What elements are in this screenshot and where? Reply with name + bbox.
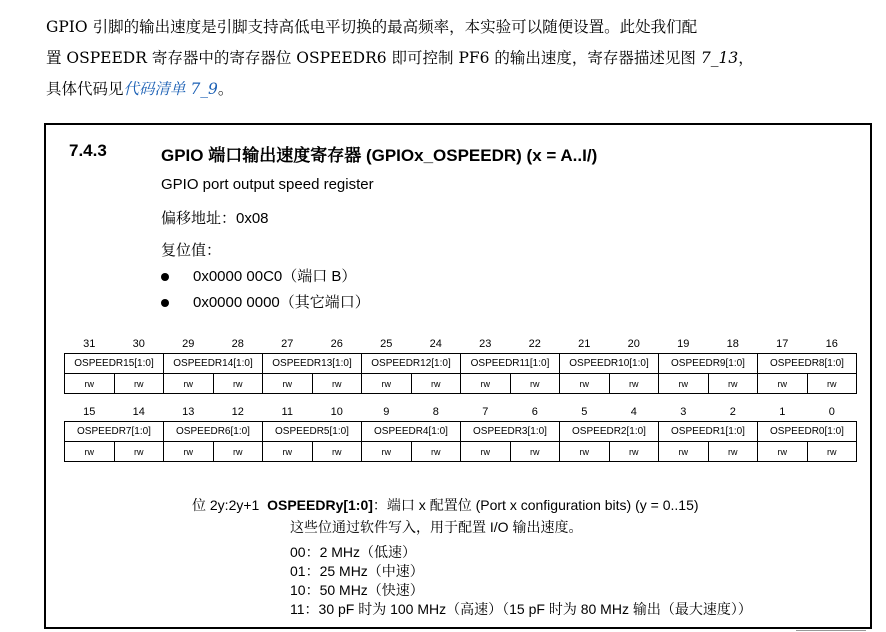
bit-number: 8 xyxy=(432,406,439,418)
bit-number: 27 xyxy=(281,338,294,350)
register-title: GPIO 端口输出速度寄存器 (GPIOx_OSPEEDR) (x = A..I/) xyxy=(161,146,598,165)
access-type: rw xyxy=(609,374,659,394)
speed-option: 01：25 MHz（中速） xyxy=(290,563,424,579)
register-field: OSPEEDR14[1:0] xyxy=(164,354,263,374)
register-field: OSPEEDR4[1:0] xyxy=(362,422,461,442)
access-type: rw xyxy=(708,374,758,394)
access-type: rw xyxy=(164,442,214,462)
access-type: rw xyxy=(263,442,313,462)
intro-line-3-text: 具体代码见 xyxy=(46,80,124,98)
access-type: rw xyxy=(65,374,115,394)
register-subtitle: GPIO port output speed register xyxy=(161,176,374,193)
offset-address: 偏移地址：0x08 xyxy=(161,210,269,227)
intro-line-3 xyxy=(46,74,876,105)
bit-number: 0 xyxy=(828,406,835,418)
description-header xyxy=(192,495,699,515)
register-field: OSPEEDR11[1:0] xyxy=(461,354,560,374)
bit-number: 25 xyxy=(380,338,393,350)
register-table-low xyxy=(64,403,857,462)
register-figure xyxy=(44,123,872,629)
access-type: rw xyxy=(461,442,511,462)
bit-number-row xyxy=(65,403,857,422)
field-description: ：端口 x 配置位 (Port x configuration bits) (y = 0..15) xyxy=(372,497,699,513)
bit-number: 7 xyxy=(482,406,489,418)
reset-value-item xyxy=(161,265,356,286)
figure-ref: 7_13 xyxy=(700,49,739,67)
access-type: rw xyxy=(312,442,362,462)
bit-number: 16 xyxy=(825,338,838,350)
intro-line-1: GPIO 引脚的输出速度是引脚支持高低电平切换的最高频率，本实验可以随便设置。此处我们配 xyxy=(46,18,698,36)
register-field: OSPEEDR10[1:0] xyxy=(560,354,659,374)
bit-number: 19 xyxy=(677,338,690,350)
access-row xyxy=(65,374,857,394)
access-type: rw xyxy=(807,374,857,394)
access-type: rw xyxy=(263,374,313,394)
register-field: OSPEEDR13[1:0] xyxy=(263,354,362,374)
access-type: rw xyxy=(659,374,709,394)
register-field: OSPEEDR6[1:0] xyxy=(164,422,263,442)
page-edge-divider xyxy=(796,630,866,631)
bit-number: 10 xyxy=(330,406,343,418)
access-type: rw xyxy=(362,374,412,394)
bit-number: 26 xyxy=(330,338,343,350)
section-number: 7.4.3 xyxy=(69,141,107,160)
reset-value-text: 0x0000 0000（其它端口） xyxy=(193,294,370,311)
reset-value-text: 0x0000 00C0（端口 B） xyxy=(193,268,357,285)
access-type: rw xyxy=(560,374,610,394)
bit-number: 5 xyxy=(581,406,588,418)
intro-paragraph xyxy=(46,12,876,105)
access-row xyxy=(65,442,857,462)
bit-number: 13 xyxy=(182,406,195,418)
access-type: rw xyxy=(312,374,362,394)
register-field: OSPEEDR15[1:0] xyxy=(65,354,164,374)
bit-number: 22 xyxy=(528,338,541,350)
access-type: rw xyxy=(411,374,461,394)
bit-number-row xyxy=(65,335,857,354)
bit-number: 14 xyxy=(132,406,145,418)
bit-number: 18 xyxy=(726,338,739,350)
access-type: rw xyxy=(609,442,659,462)
description-line: 这些位通过软件写入，用于配置 I/O 输出速度。 xyxy=(290,519,583,535)
access-type: rw xyxy=(213,442,263,462)
access-type: rw xyxy=(510,442,560,462)
access-type: rw xyxy=(213,374,263,394)
bit-range: 位 2y:2y+1 xyxy=(192,497,260,513)
bit-number: 29 xyxy=(182,338,195,350)
bit-number: 31 xyxy=(83,338,96,350)
bit-number: 11 xyxy=(281,406,293,418)
bit-number: 23 xyxy=(479,338,492,350)
register-field: OSPEEDR12[1:0] xyxy=(362,354,461,374)
register-field: OSPEEDR2[1:0] xyxy=(560,422,659,442)
bit-number: 17 xyxy=(776,338,789,350)
access-type: rw xyxy=(708,442,758,462)
reset-value-label: 复位值： xyxy=(161,242,222,259)
access-type: rw xyxy=(560,442,610,462)
bit-number: 12 xyxy=(231,406,244,418)
bit-number: 28 xyxy=(231,338,244,350)
access-type: rw xyxy=(362,442,412,462)
register-field: OSPEEDR0[1:0] xyxy=(758,422,857,442)
access-type: rw xyxy=(65,442,115,462)
field-name: OSPEEDRy[1:0] xyxy=(267,497,373,513)
bit-number: 24 xyxy=(429,338,442,350)
access-type: rw xyxy=(114,442,164,462)
speed-option: 10：50 MHz（快速） xyxy=(290,582,424,598)
register-field: OSPEEDR7[1:0] xyxy=(65,422,164,442)
bit-number: 15 xyxy=(83,406,96,418)
register-table-high xyxy=(64,335,857,394)
intro-line-2-end: ， xyxy=(738,49,754,67)
bit-number: 9 xyxy=(383,406,390,418)
speed-option: 00：2 MHz（低速） xyxy=(290,544,417,560)
intro-line-3-end: 。 xyxy=(217,80,234,98)
register-field: OSPEEDR9[1:0] xyxy=(659,354,758,374)
register-field: OSPEEDR3[1:0] xyxy=(461,422,560,442)
access-type: rw xyxy=(510,374,560,394)
intro-line-2-text: 置 OSPEEDR 寄存器中的寄存器位 OSPEEDR6 即可控制 PF6 的输出速度，寄存器描述见图 xyxy=(46,49,701,67)
access-type: rw xyxy=(114,374,164,394)
bit-number: 4 xyxy=(630,406,637,418)
access-type: rw xyxy=(659,442,709,462)
speed-option: 11：30 pF 时为 100 MHz（高速）（15 pF 时为 80 MHz 输出（最大速度）） xyxy=(290,601,752,617)
bullet-icon xyxy=(161,299,169,307)
access-type: rw xyxy=(758,374,808,394)
register-field: OSPEEDR8[1:0] xyxy=(758,354,857,374)
field-name-row xyxy=(65,354,857,374)
register-field: OSPEEDR1[1:0] xyxy=(659,422,758,442)
access-type: rw xyxy=(164,374,214,394)
bit-number: 3 xyxy=(680,406,687,418)
bullet-icon xyxy=(161,273,169,281)
bit-number: 1 xyxy=(779,406,786,418)
bit-number: 21 xyxy=(578,338,591,350)
access-type: rw xyxy=(758,442,808,462)
bit-number: 20 xyxy=(627,338,640,350)
access-type: rw xyxy=(461,374,511,394)
register-field: OSPEEDR5[1:0] xyxy=(263,422,362,442)
field-name-row xyxy=(65,422,857,442)
bit-number: 30 xyxy=(132,338,145,350)
access-type: rw xyxy=(411,442,461,462)
code-listing-link[interactable]: 代码清单 7_9 xyxy=(123,80,218,98)
access-type: rw xyxy=(807,442,857,462)
reset-value-item xyxy=(161,291,370,312)
intro-line-2 xyxy=(46,43,876,74)
bit-number: 2 xyxy=(729,406,736,418)
bit-number: 6 xyxy=(531,406,538,418)
